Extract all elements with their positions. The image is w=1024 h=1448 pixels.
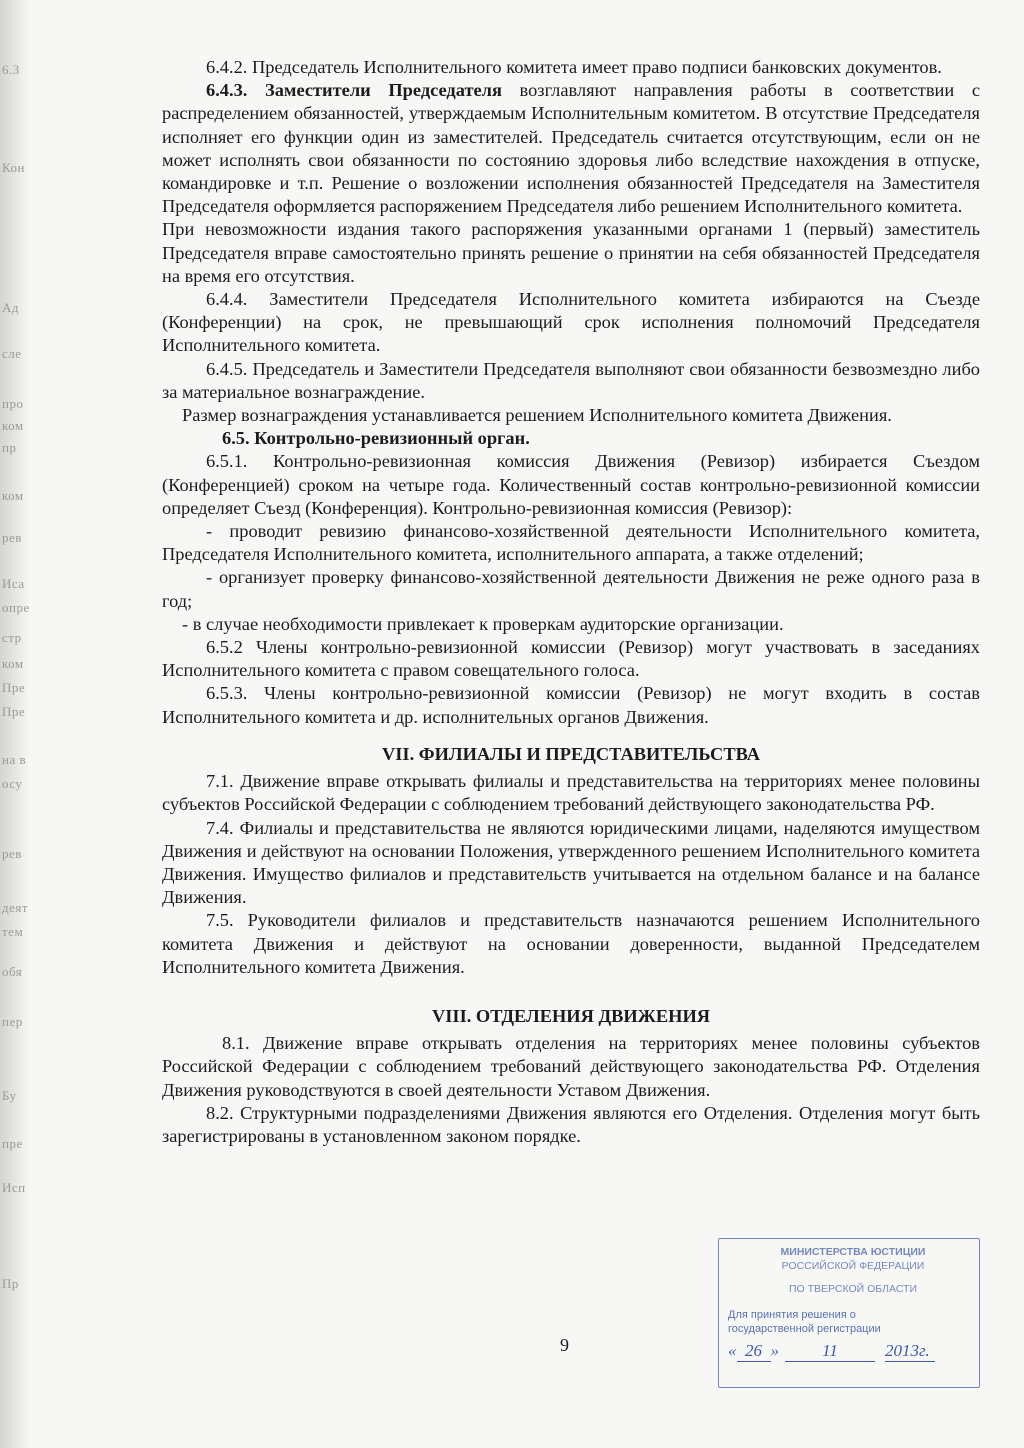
paragraph-7-1: 7.1. Движение вправе открывать филиалы и представительства на территориях менее половины субъектов Российской Федерации с соблюдением требований действующего законодательства РФ. (162, 771, 980, 815)
paragraph-6-5-3: 6.5.3. Члены контрольно-ревизионной комиссии (Ревизор) не могут входить в состав Исполнительного комитета и др. исполнительных органов Движения. (162, 683, 980, 727)
margin-bleed-through (0, 0, 60, 1448)
bold-lead: 6.4.3. Заместители Председателя (206, 80, 502, 101)
chapter-heading-8: VIII. ОТДЕЛЕНИЯ ДВИЖЕНИЯ (431, 1005, 711, 1026)
page-number: 9 (560, 1335, 569, 1355)
bleed-text: Ад (2, 300, 20, 315)
stamp-date-year: 2013г. (885, 1341, 935, 1362)
list-item: - проводит ревизию финансово-хозяйственной деятельности Исполнительного комитета, Председателя Исполнительного комитета, исполнительного аппарата, а также отделений; (162, 521, 980, 565)
paragraph-7-5: 7.5. Руководители филиалов и представительств назначаются решением Исполнительного комитета Движения и действуют на основании доверенности, выданной Председателем Исполнительного комитета Движения. (162, 910, 980, 977)
bleed-text: Кон (2, 160, 25, 175)
bleed-text: пр (2, 440, 17, 455)
bleed-text: осу (2, 776, 23, 791)
stamp-line: РОССИЙСКОЙ ФЕДЕРАЦИИ (781, 1260, 925, 1272)
bleed-text: ком (2, 656, 24, 671)
paragraph-6-4-3-continued: При невозможности издания такого распоряжения указанными органами 1 (первый) заместитель Председателя вправе самостоятельно принять решение о принятии на себя обязанностей Председателя на время его отсутствия. (162, 219, 980, 286)
paragraph-6-4-3 (162, 79, 980, 218)
bleed-text: опре (2, 600, 30, 615)
bleed-text: деят (2, 900, 29, 915)
paragraph-8-2: 8.2. Структурными подразделениями Движения являются его Отделения. Отделения могут быть зарегистрированы в установленном законом порядке. (162, 1102, 980, 1146)
bleed-text: тем (2, 924, 24, 939)
bleed-text: Пре (2, 680, 26, 695)
paragraph-6-4-5: 6.4.5. Председатель и Заместители Председателя выполняют свои обязанности безвозмездно либо за материальное вознаграждение. (162, 358, 980, 402)
bleed-text: пер (2, 1014, 23, 1029)
stamp-date: « 26 » 11 2013г. (728, 1341, 978, 1362)
paragraph-8-1: 8.1. Движение вправе открывать отделения на территориях менее половины субъектов Российской Федерации с соблюдением требований действующего законодательства РФ. Отделения Движения руководствуются в своей деятельности Уставом Движения. (162, 1033, 980, 1100)
bleed-text: пре (2, 1136, 23, 1151)
stamp-line: ПО ТВЕРСКОЙ ОБЛАСТИ (788, 1283, 918, 1295)
stamp-date-month: 11 (785, 1341, 875, 1362)
bleed-text: Пре (2, 704, 26, 719)
bleed-text: 6.3 (2, 62, 20, 77)
bleed-text: стр (2, 630, 22, 645)
bleed-text: обя (2, 964, 23, 979)
bleed-text: на в (2, 752, 27, 767)
paragraph-6-5-2: 6.5.2 Члены контрольно-ревизионной комиссии (Ревизор) могут участвовать в заседаниях Исполнительного комитета с правом совещательного голоса. (162, 637, 980, 681)
paragraph-7-4: 7.4. Филиалы и представительства не являются юридическими лицами, наделяются имуществом Движения и действуют на основании Положения, утвержденного решением Исполнительного комитета Движения. Имущество филиалов и представительств учитывается на отдельном балансе и на балансе Движения. (162, 817, 980, 908)
document-body (162, 56, 980, 1148)
registration-stamp (718, 1238, 980, 1388)
stamp-date-day: 26 (737, 1341, 771, 1362)
bleed-text: ком (2, 418, 24, 433)
paragraph-6-4-4: 6.4.4. Заместители Председателя Исполнительного комитета избираются на Съезде (Конференции) на срок, не превышающий срок исполнения полномочий Председателя Исполнительного комитета. (162, 289, 980, 356)
bleed-text: Исп (2, 1180, 26, 1195)
stamp-line: МИНИСТЕРСТВА ЮСТИЦИИ (780, 1246, 926, 1258)
bleed-text: Пр (2, 1276, 19, 1291)
paragraph-text: возглавляют направления работы в соответствии с распределением обязанностей, утверждаемым Исполнительным комитетом. В отсутствие Председателя исполняет его функции один из заместителей. Председатель считается отсутствующим, если он не может исполнять свои обязанности по состоянию здоровья либо вследствие нахождения в отпуске, командировке и т.п. Решение о возложении исполнения обязанностей Председателя на Заместителя Председателя оформляется распоряжением Председателя либо решением Исполнительного комитета. (162, 80, 981, 217)
paragraph-6-4-5-continued: Размер вознаграждения устанавливается решением Исполнительного комитета Движения. (182, 405, 892, 426)
chapter-heading-7: VII. ФИЛИАЛЫ И ПРЕДСТАВИТЕЛЬСТВА (381, 743, 760, 764)
bleed-text: про (2, 396, 24, 411)
bleed-text: Бу (2, 1088, 17, 1103)
bleed-text: рев (2, 846, 22, 861)
bleed-text: сле (2, 346, 22, 361)
section-heading-6-5: 6.5. Контрольно-ревизионный орган. (222, 428, 530, 449)
bleed-text: рев (2, 530, 22, 545)
list-item: - в случае необходимости привлекает к проверкам аудиторские организации. (182, 613, 784, 634)
paragraph-6-4-2: 6.4.2. Председатель Исполнительного комитета имеет право подписи банковских документов. (206, 57, 942, 77)
stamp-line: Для принятия решения о государственной регистрации (728, 1309, 881, 1335)
bleed-text: ком (2, 488, 24, 503)
paragraph-6-5-1: 6.5.1. Контрольно-ревизионная комиссия Движения (Ревизор) избирается Съездом (Конференцией) сроком на четыре года. Количественный состав контрольно-ревизионной комиссии определяет Съезд (Конференция). Контрольно-ревизионная комиссия (Ревизор): (162, 451, 980, 518)
list-item: - организует проверку финансово-хозяйственной деятельности Движения не реже одного раза в год; (162, 567, 980, 611)
bleed-text: Иса (2, 576, 25, 591)
